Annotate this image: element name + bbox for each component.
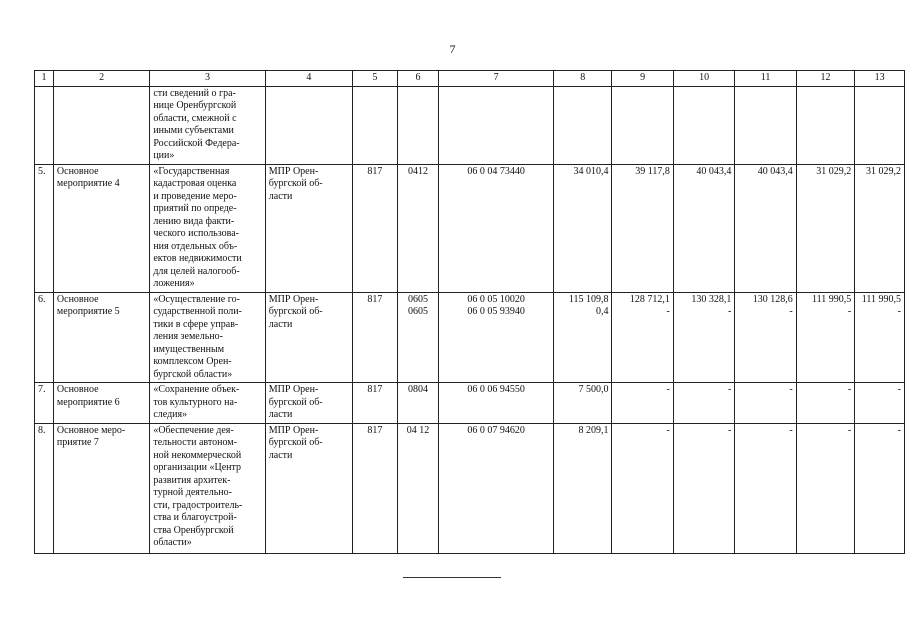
value-col-8-value: 34 010,4 — [573, 165, 609, 177]
empty-cell — [612, 86, 673, 164]
csr-code-value: 06 0 05 10020 — [467, 293, 525, 305]
table-row — [35, 423, 905, 553]
empty-cell — [796, 86, 855, 164]
header-cell: 7 — [439, 71, 554, 87]
header-cell: 6 — [397, 71, 439, 87]
value-col-10 — [673, 164, 734, 292]
value-col-12-value: - — [847, 384, 852, 395]
value-col-11 — [735, 383, 796, 424]
value-col-13-value: - — [897, 306, 901, 317]
rzpr-code — [397, 164, 439, 292]
rzpr-code — [397, 383, 439, 424]
continuation-row — [35, 86, 905, 164]
value-col-8 — [553, 292, 612, 383]
measure-name: Основное мероприятие 4 — [53, 164, 149, 292]
measure-description: «Осуществление го- сударственной поли- тики в сфере управ- ления земельно- имущественным комплексом Орен- бургской области» — [150, 292, 265, 383]
value-col-10-value: - — [727, 384, 732, 395]
value-col-11-value: - — [789, 306, 793, 317]
value-col-10 — [673, 383, 734, 424]
empty-cell — [353, 86, 398, 164]
rzpr-code — [397, 292, 439, 383]
rzpr-code-value: 0605 — [408, 293, 428, 305]
value-col-8-value: 7 500,0 — [578, 384, 609, 395]
value-col-9 — [612, 164, 673, 292]
value-col-10 — [673, 292, 734, 383]
table-body — [35, 71, 905, 554]
empty-cell — [397, 86, 439, 164]
csr-code — [439, 164, 554, 292]
header-cell: 8 — [553, 71, 612, 87]
csr-code-value: 06 0 04 73440 — [467, 165, 525, 177]
value-col-13-value: - — [897, 424, 901, 436]
column-number-header — [35, 71, 905, 87]
grbs-code: 817 — [353, 292, 398, 383]
value-col-12-value: - — [847, 306, 852, 317]
executor: МПР Орен- бургской об- ласти — [265, 423, 352, 553]
rzpr-code-value: 0605 — [408, 306, 428, 317]
table-row — [35, 164, 905, 292]
value-col-9-value: 128 712,1 — [629, 293, 670, 305]
measure-description: «Государственная кадастровая оценка и проведение меро- приятий по опреде- лению вида факти- ческого использова- ния отдельных объ- ектов недвижимости для целей налогооб- ложения» — [150, 164, 265, 292]
rzpr-code-value: 04 12 — [406, 424, 430, 436]
value-col-9 — [612, 292, 673, 383]
header-cell: 2 — [53, 71, 149, 87]
empty-cell — [673, 86, 734, 164]
value-col-11 — [735, 292, 796, 383]
value-col-11 — [735, 164, 796, 292]
value-col-12 — [796, 292, 855, 383]
value-col-13-value: 111 990,5 — [861, 293, 901, 305]
executor: МПР Орен- бургской об- ласти — [265, 383, 352, 424]
value-col-12 — [796, 383, 855, 424]
value-col-8-value: 0,4 — [595, 306, 609, 317]
grbs-code: 817 — [353, 383, 398, 424]
executor: МПР Орен- бургской об- ласти — [265, 292, 352, 383]
empty-cell — [855, 86, 905, 164]
value-col-13 — [855, 423, 905, 553]
value-col-10 — [673, 423, 734, 553]
row-number: 5. — [35, 164, 54, 292]
value-col-13 — [855, 383, 905, 424]
value-col-10-value: - — [727, 424, 732, 436]
empty-cell — [553, 86, 612, 164]
value-col-9-value: - — [666, 384, 670, 395]
row-number: 7. — [35, 383, 54, 424]
value-col-10-value: - — [727, 306, 732, 317]
grbs-code: 817 — [353, 164, 398, 292]
value-col-12 — [796, 164, 855, 292]
row-number: 6. — [35, 292, 54, 383]
header-cell: 12 — [796, 71, 855, 87]
value-col-13 — [855, 164, 905, 292]
value-col-11-value: - — [789, 384, 793, 395]
csr-code — [439, 423, 554, 553]
header-cell: 10 — [673, 71, 734, 87]
csr-code — [439, 292, 554, 383]
footer-rule — [403, 577, 501, 578]
header-cell: 9 — [612, 71, 673, 87]
header-cell: 3 — [150, 71, 265, 87]
measure-description: «Сохранение объек- тов культурного на- следия» — [150, 383, 265, 424]
executor: МПР Орен- бургской об- ласти — [265, 164, 352, 292]
header-cell: 11 — [735, 71, 796, 87]
value-col-13-value: - — [897, 384, 901, 395]
value-col-8 — [553, 383, 612, 424]
csr-code-value: 06 0 05 93940 — [467, 306, 525, 317]
value-col-9-value: 39 117,8 — [635, 165, 670, 177]
page-number: 7 — [449, 42, 456, 56]
value-col-10-value: 130 328,1 — [691, 293, 732, 305]
rzpr-code-value: 0412 — [408, 165, 428, 177]
grbs-code: 817 — [353, 423, 398, 553]
value-col-12-value: 31 029,2 — [816, 165, 852, 177]
table-row — [35, 292, 905, 383]
value-col-11 — [735, 423, 796, 553]
empty-cell — [53, 86, 149, 164]
value-col-9 — [612, 423, 673, 553]
empty-cell — [439, 86, 554, 164]
value-col-11-value: 40 043,4 — [757, 165, 793, 177]
value-col-9 — [612, 383, 673, 424]
value-col-8-value: 8 209,1 — [578, 424, 609, 436]
value-col-9-value: - — [666, 306, 670, 317]
value-col-12-value: - — [847, 424, 852, 436]
rzpr-code-value: 0804 — [408, 384, 428, 395]
row-number: 8. — [35, 423, 54, 553]
value-col-11-value: - — [789, 424, 793, 436]
csr-code — [439, 383, 554, 424]
header-cell: 5 — [353, 71, 398, 87]
value-col-13-value: 31 029,2 — [866, 165, 901, 177]
measure-name: Основное мероприятие 5 — [53, 292, 149, 383]
empty-cell — [735, 86, 796, 164]
header-cell: 1 — [35, 71, 54, 87]
rzpr-code — [397, 423, 439, 553]
empty-cell — [265, 86, 352, 164]
table-row — [35, 383, 905, 424]
value-col-12-value: 111 990,5 — [812, 293, 852, 305]
program-measures-table — [34, 70, 905, 554]
empty-cell — [35, 86, 54, 164]
value-col-8-value: 115 109,8 — [568, 293, 609, 305]
value-col-11-value: 130 128,6 — [752, 293, 793, 305]
header-cell: 4 — [265, 71, 352, 87]
measure-description: «Обеспечение дея- тельности автоном- ной некоммерческой организации «Центр развития архитек- турной деятельно- сти, градостроитель- ства и благоустрой- ства Оренбургской области» — [150, 423, 265, 553]
value-col-10-value: 40 043,4 — [696, 165, 732, 177]
value-col-13 — [855, 292, 905, 383]
measure-name: Основное меро- приятие 7 — [53, 423, 149, 553]
csr-code-value: 06 0 07 94620 — [467, 424, 525, 436]
measure-name: Основное мероприятие 6 — [53, 383, 149, 424]
value-col-12 — [796, 423, 855, 553]
continuation-description: сти сведений о гра- нице Оренбургской области, смежной с иными субъектами Российской Федера- ции» — [150, 86, 265, 164]
value-col-8 — [553, 164, 612, 292]
value-col-8 — [553, 423, 612, 553]
csr-code-value: 06 0 06 94550 — [467, 384, 525, 395]
header-cell: 13 — [855, 71, 905, 87]
value-col-9-value: - — [666, 424, 670, 436]
